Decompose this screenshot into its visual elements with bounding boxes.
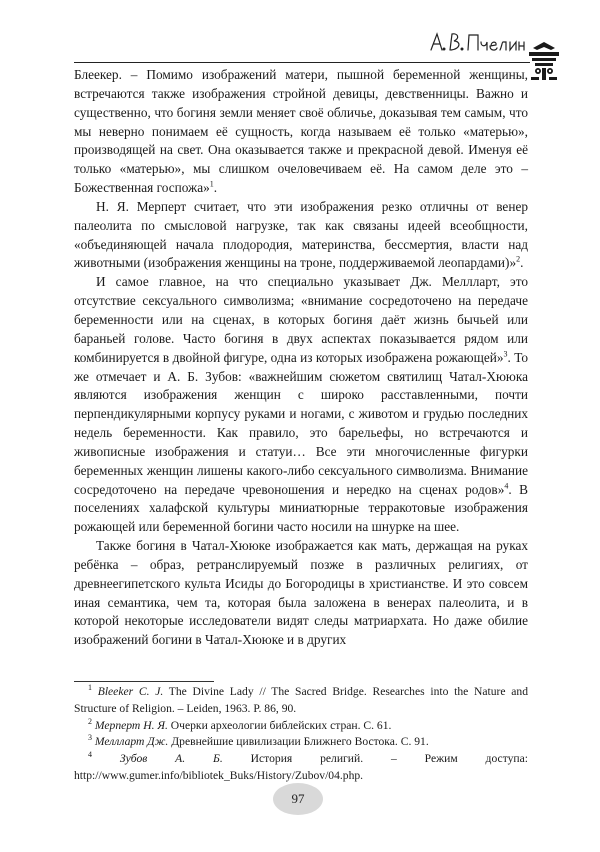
signature-drawing [428,26,526,60]
header-rule [74,62,530,63]
footnote-4 [74,751,528,785]
paragraph-text: И самое главное, на что специально указывает Дж. Меллларт, это отсутствие сексуального символизма; «внимание сосредоточено на передаче беременности или на сценах, в которых богиня даёт жизнь бычьей или бараньей голове. Часто богиня в двух аспектах показывается рядом или комбинируется в двойной фигуре, одна из которых изображена рожающей» [74,274,528,365]
footnote-3 [74,734,528,751]
footnote-number: 2 [88,716,92,726]
footnote-number: 3 [88,733,92,743]
paragraph-text: . То же отмечает и А. Б. Зубов: «важнейшим сюжетом святилищ Чатал-Хююка являются изображения женщин с широко расставленными, почти перпендикулярными корпусу руками и ногами, с животом и грудью последних недель беременности. Как правило, это барельефы, но встречаются и живописные изображения и статуи… Все эти многочисленные фигурки беременных женщин лишены какого-либо сексуального символизма. Внимание сосредоточено на передаче чревоношения и нередко на сценах родов» [74,349,528,497]
paragraph-1 [74,66,528,198]
footnote-number: 1 [88,683,92,693]
footnote-number: 4 [88,750,92,760]
footnote-2 [74,718,528,735]
paragraph-4 [74,537,528,650]
footnote-ref: 1 [209,179,214,189]
footnotes [74,684,528,785]
body-text [74,66,528,650]
paragraph-text: . [213,180,218,196]
paragraph-text: . В поселениях халафской культуры миниатюрные терракотовые изображения рожающей или беременной богини часто носили на шнурке на шее. [74,481,528,535]
footnote-text: История религий. – Режим доступа: http://www.gumer.info/bibliotek_Buks/History/Zubov/04.php. [74,752,528,782]
footnote-author: Мерперт Н. Я. [94,718,168,732]
footnote-ref: 3 [503,349,508,359]
footnote-author: Меллларт Дж. [94,735,169,749]
author-signature [428,26,526,60]
footnote-text: The Divine Lady // The Sacred Bridge. Researches into the Nature and Structure of Religion. – Leiden, 1963. P. 86, 90. [74,685,529,715]
paragraph-text: Также богиня в Чатал-Хююке изображается как мать, держащая на руках ребёнка – образ, ретранслируемый позже в различных религиях, от древнеегипетского культа Исиды до Богородицы в христианстве. И это совсем иная семантика, чем та, которая была заложена в венерах палеолита, и в которой некоторые исследователи видят следы матриархата. Но даже обилие изображений богини в Чатал-Хююке и в других [74,538,528,648]
page-number: 97 [273,783,323,815]
footnote-author: Bleeker C. J. [97,685,164,698]
paragraph-2 [74,198,528,273]
footnote-1 [74,684,528,718]
footnote-author: Зубов А. Б. [119,752,223,766]
paragraph-text: Блеекер. – Помимо изображений матери, пышной беременной женщины, встречаются также изображения стройной девицы, девственницы. Важно и существенно, что богиня земли меняет своё обличье, доказывая тем самым, что мы неверно понимаем её сущность, когда называем её только «матерью», производящей на свет. Она оказывается также и прекрасной девой. Именуя её только «матерью», мы слишком очеловечиваем её. На самом деле это – Божественная госпожа» [74,67,528,196]
bird-emblem-icon [527,40,561,89]
footnote-text: Очерки археологии библейских стран. С. 61. [167,718,392,732]
paragraph-text: Н. Я. Мерперт считает, что эти изображения резко отличны от венер палеолита по смысловой нагрузке, так как связаны идеей всеобщности, «объединяющей начала плодородия, материнства, бессмертия, власти над животными (изображения женщины на троне, поддерживаемой леопардами)» [74,198,528,271]
paragraph-text: . [520,255,524,271]
footnote-ref: 2 [516,255,521,265]
footnote-rule [74,681,214,682]
footnote-text: Древнейшие цивилизации Ближнего Востока. С. 91. [168,735,429,749]
paragraph-3 [74,273,528,537]
footnote-ref: 4 [504,481,509,491]
